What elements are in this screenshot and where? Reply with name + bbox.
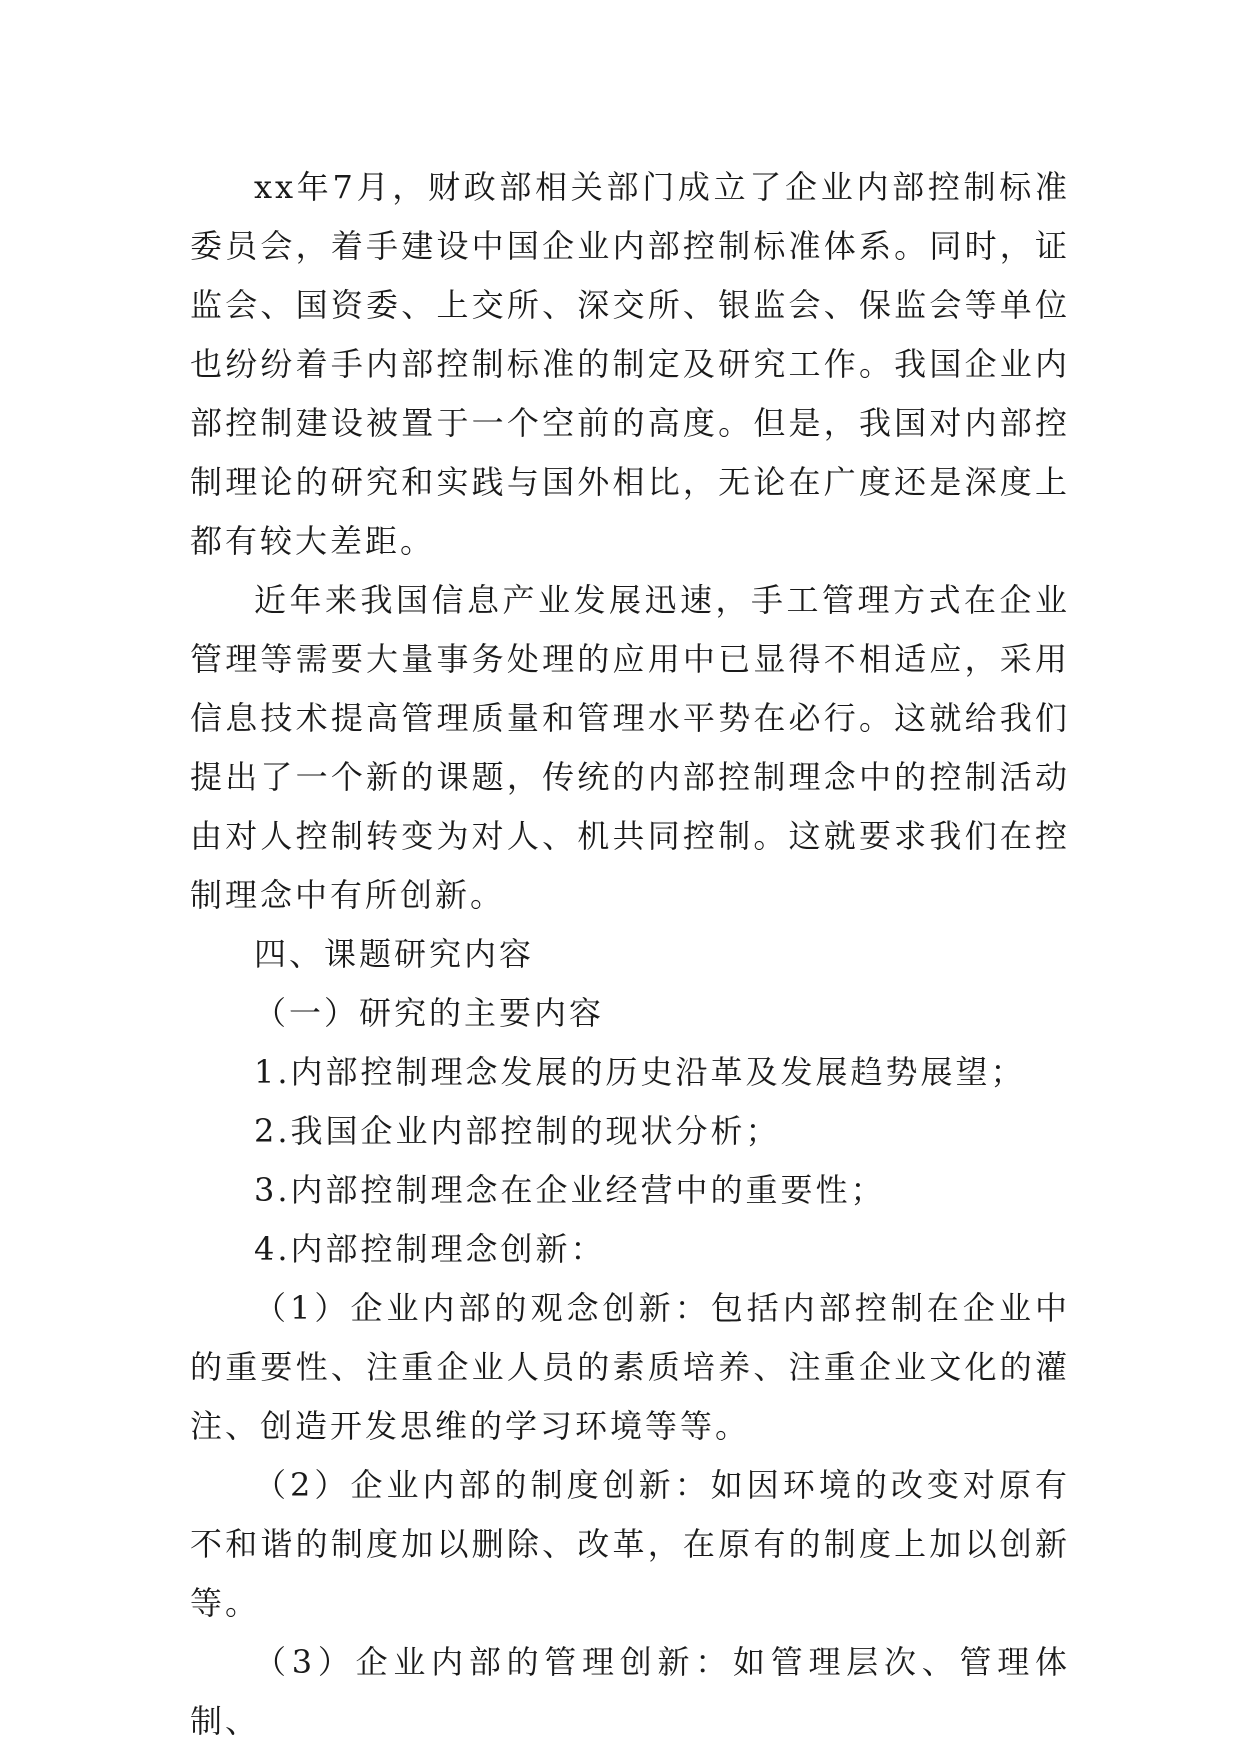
subsection-heading: （一）研究的主要内容: [254, 994, 605, 1032]
list-item: 1.内部控制理念发展的历史沿革及发展趋势展望；: [254, 1053, 1026, 1091]
list-item: 4.内部控制理念创新：: [254, 1230, 606, 1268]
list-item: 3.内部控制理念在企业经营中的重要性；: [254, 1171, 886, 1209]
sub-item-concept-innovation: （1）企业内部的观念创新：包括内部控制在企业中的重要性、注重企业人员的素质培养、注重企业文化的灌注、创造开发思维的学习环境等等。: [190, 1289, 1070, 1445]
paragraph-internal-control-history: xx年7月，财政部相关部门成立了企业内部控制标准委员会，着手建设中国企业内部控制标准体系。同时，证监会、国资委、上交所、深交所、银监会、保监会等单位也纷纷着手内部控制标准的制定及研究工作。我国企业内部控制建设被置于一个空前的高度。但是，我国对内部控制理论的研究和实践与国外相比，无论在广度还是深度上都有较大差距。: [190, 168, 1070, 560]
sub-item-system-innovation: （2）企业内部的制度创新：如因环境的改变对原有不和谐的制度加以删除、改革，在原有的制度上加以创新等。: [190, 1466, 1070, 1622]
list-item: 2.我国企业内部控制的现状分析；: [254, 1112, 781, 1150]
document-body: [190, 158, 1070, 1751]
sub-item-management-innovation: （3）企业内部的管理创新：如管理层次、管理体制、: [190, 1643, 1070, 1740]
section-heading: 四、课题研究内容: [254, 935, 535, 973]
paragraph-information-industry: 近年来我国信息产业发展迅速，手工管理方式在企业管理等需要大量事务处理的应用中已显得不相适应，采用信息技术提高管理质量和管理水平势在必行。这就给我们提出了一个新的课题，传统的内部控制理念中的控制活动由对人控制转变为对人、机共同控制。这就要求我们在控制理念中有所创新。: [190, 581, 1070, 914]
